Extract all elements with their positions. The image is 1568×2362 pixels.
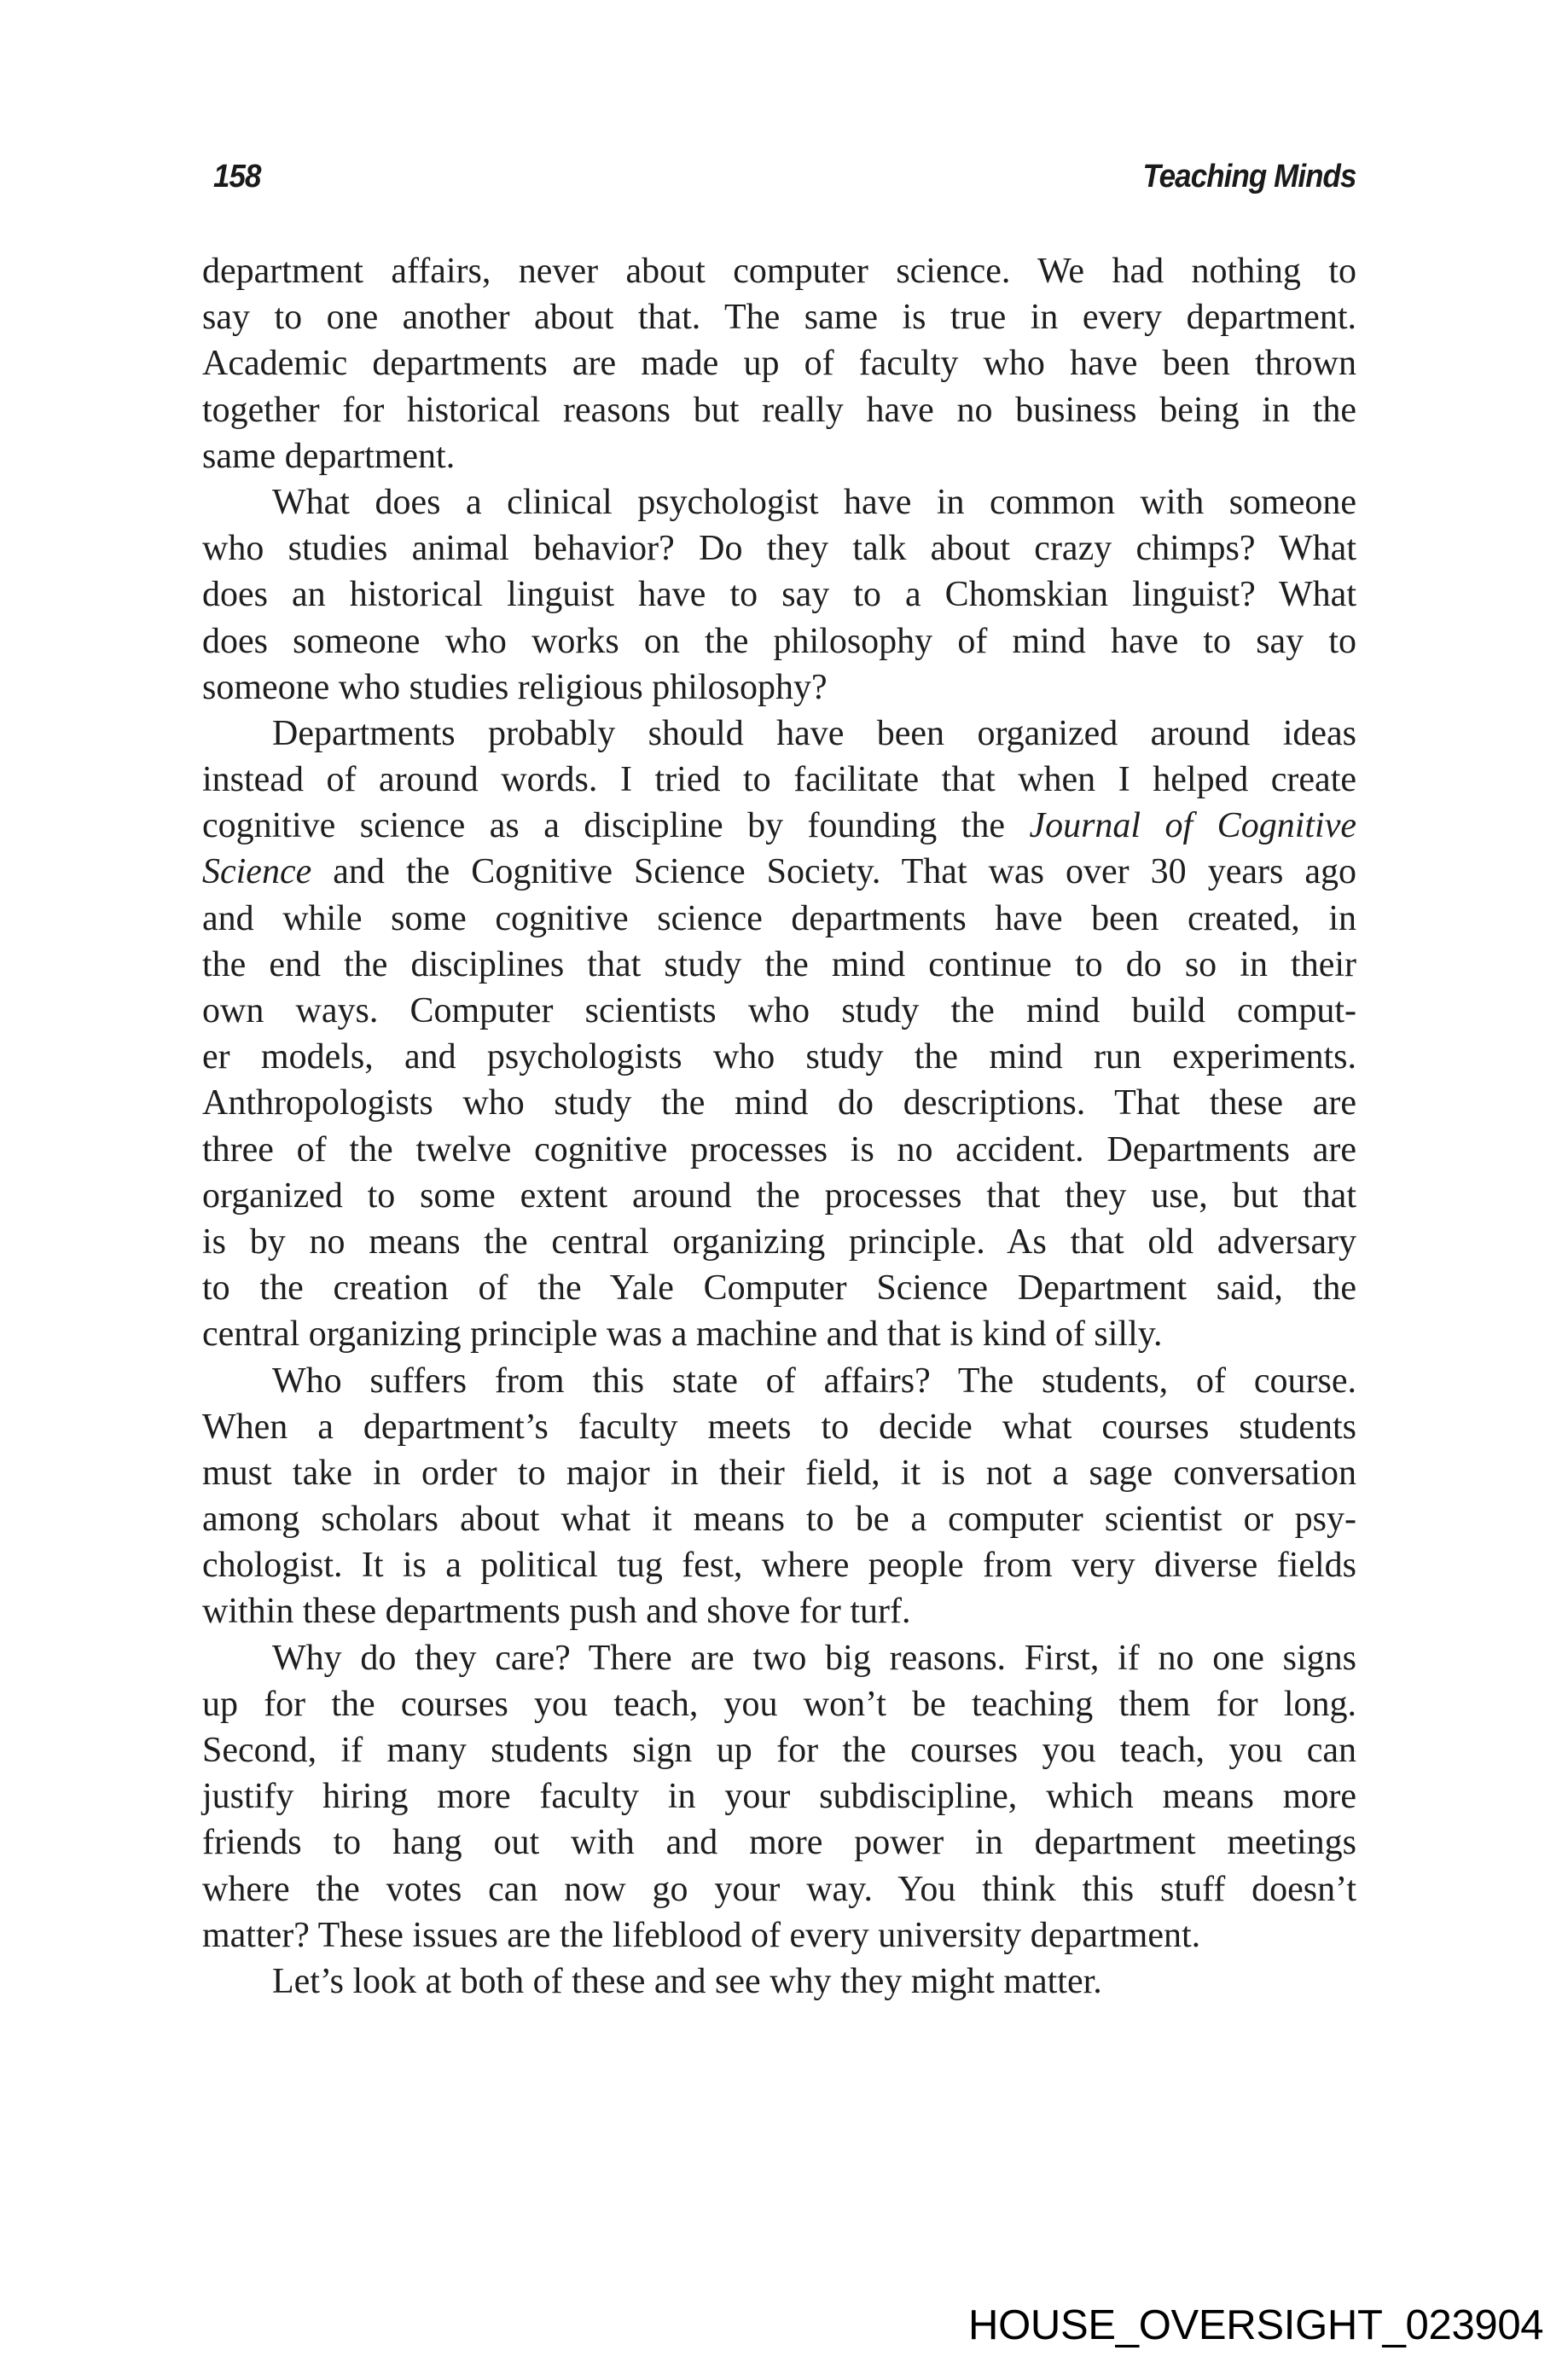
text-line: own ways. Computer scientists who study the mind build comput-	[202, 991, 1356, 1030]
text-line: same department.	[202, 436, 456, 476]
text-line: Departments probably should have been organized around ideas	[272, 713, 1356, 753]
text-line: central organizing principle was a machine and that is kind of silly.	[202, 1314, 1163, 1355]
italic-title: Journal of Cognitive	[1029, 806, 1356, 846]
text-line: Who suffers from this state of affairs? The students, of course.	[272, 1361, 1356, 1401]
paragraph	[202, 711, 1356, 1358]
text-line: must take in order to major in their field, it is not a sage conversation	[202, 1453, 1356, 1493]
paragraph	[202, 248, 1356, 479]
text-line: justify hiring more faculty in your subdiscipline, which means more	[202, 1777, 1356, 1817]
text-line: When a department’s faculty meets to decide what courses students	[202, 1407, 1356, 1447]
text-line: friends to hang out with and more power in department meetings	[202, 1823, 1356, 1863]
text-line: does an historical linguist have to say to a Chomskian linguist? What	[202, 575, 1356, 615]
text-line: Science and the Cognitive Science Society. That was over 30 years ago	[202, 852, 1356, 892]
text-line: organized to some extent around the processes that they use, but that	[202, 1175, 1356, 1216]
bates-number: HOUSE_OVERSIGHT_023904	[968, 2302, 1544, 2348]
text-line: instead of around words. I tried to facilitate that when I helped create	[202, 760, 1356, 800]
italic-title: Science	[202, 852, 312, 892]
text-line: the end the disciplines that study the mind continue to do so in their	[202, 944, 1356, 984]
text-line: What does a clinical psychologist have in common with someone	[272, 482, 1356, 522]
text-line: cognitive science as a discipline by founding the Journal of Cognitive	[202, 806, 1356, 846]
text-line: say to one another about that. The same is true in every department.	[202, 298, 1356, 338]
running-head	[213, 159, 1356, 196]
text-line: Anthropologists who study the mind do descriptions. That these are	[202, 1083, 1356, 1123]
text-line: within these departments push and shove for turf.	[202, 1592, 911, 1632]
text-line: where the votes can now go your way. You think this stuff doesn’t	[202, 1869, 1356, 1909]
paragraph	[202, 1959, 1356, 2005]
paragraph	[202, 479, 1356, 711]
text-line: among scholars about what it means to be a computer scientist or psy-	[202, 1500, 1356, 1540]
text-line: Second, if many students sign up for the courses you teach, you can	[202, 1731, 1356, 1770]
text-line: up for the courses you teach, you won’t be teaching them for long.	[202, 1684, 1356, 1724]
text-line: department affairs, never about computer science. We had nothing to	[202, 252, 1356, 291]
paragraph	[202, 1358, 1356, 1635]
text-line: Academic departments are made up of faculty who have been thrown	[202, 344, 1356, 384]
text-line: matter? These issues are the lifeblood of every university department.	[202, 1915, 1201, 1955]
text-line: is by no means the central organizing principle. As that old adversary	[202, 1222, 1356, 1262]
text-line: Let’s look at both of these and see why they might matter.	[272, 1961, 1102, 2001]
text-line: er models, and psychologists who study the mind run experiments.	[202, 1037, 1356, 1077]
text-line: Why do they care? There are two big reasons. First, if no one signs	[272, 1638, 1356, 1678]
body-text	[202, 248, 1356, 2005]
text-line: to the creation of the Yale Computer Science Department said, the	[202, 1268, 1356, 1309]
text-line: chologist. It is a political tug fest, where people from very diverse fields	[202, 1546, 1356, 1586]
text-line: and while some cognitive science departments have been created, in	[202, 898, 1356, 938]
text-line: three of the twelve cognitive processes is no accident. Departments are	[202, 1129, 1356, 1169]
text-line: does someone who works on the philosophy of mind have to say to	[202, 621, 1356, 661]
book-title: Teaching Minds	[1142, 159, 1356, 194]
text-line: together for historical reasons but really have no business being in the	[202, 390, 1356, 430]
text-line: someone who studies religious philosophy?	[202, 667, 828, 707]
text-line: who studies animal behavior? Do they talk about crazy chimps? What	[202, 529, 1356, 569]
page-number: 158	[213, 159, 261, 194]
paragraph	[202, 1635, 1356, 1959]
